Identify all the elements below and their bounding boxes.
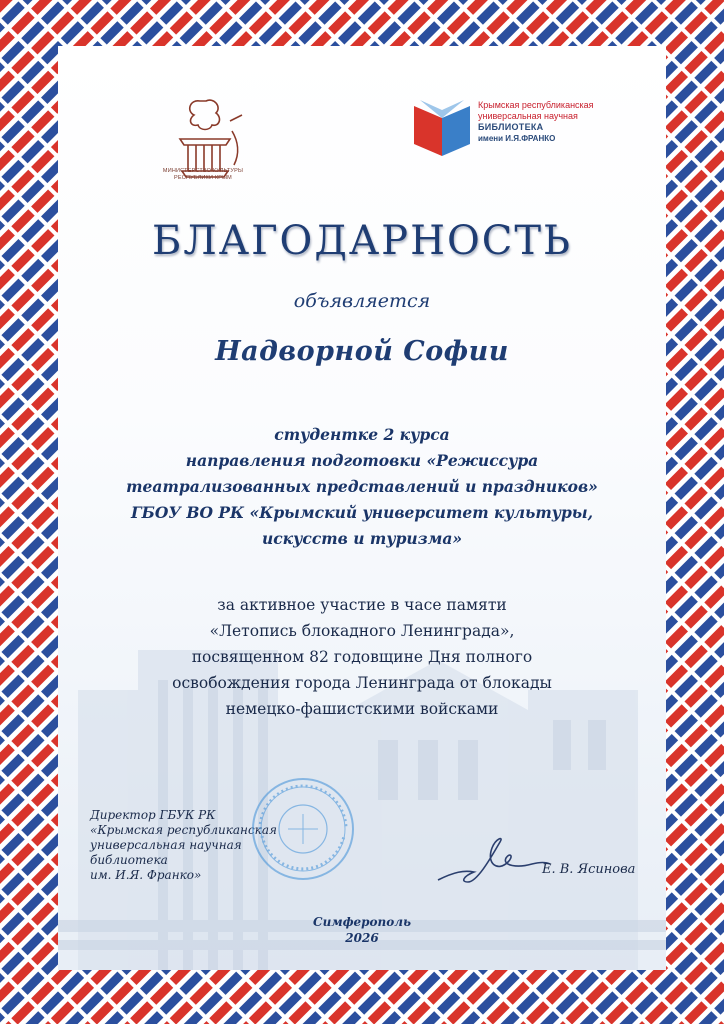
reason-line: немецко-фашистскими войсками [225, 700, 499, 718]
official-stamp-icon [248, 774, 358, 884]
reason-line: за активное участие в часе памяти [217, 596, 507, 614]
library-logo-line: БИБЛИОТЕКА [478, 122, 544, 132]
details-line: направления подготовки «Режиссура [185, 451, 539, 470]
signer-name: Е. В. Ясинова [542, 862, 636, 877]
details-line: искусств и туризма» [261, 529, 463, 548]
details-line: ГБОУ ВО РК «Крымский университет культуры, [130, 503, 594, 522]
year-text: 2026 [345, 931, 379, 945]
reason-line: «Летопись блокадного Ленинграда», [209, 622, 515, 640]
details-line: студентке 2 курса [274, 425, 450, 444]
library-logo-line: универсальная научная [478, 111, 578, 121]
announced-text: объявляется [293, 290, 431, 312]
ministry-caption-line: МИНИСТЕРСТВО КУЛЬТУРЫ [162, 168, 244, 174]
reason-line: посвященном 82 годовщине Дня полного [191, 648, 533, 666]
library-logo-line: имени И.Я.ФРАНКО [478, 134, 556, 143]
director-line: универсальная научная библиотека [90, 838, 242, 867]
signature-icon [434, 832, 554, 892]
reason-line: освобождения города Ленинграда от блокады [172, 674, 552, 692]
director-line: им. И.Я. Франко» [90, 868, 202, 882]
library-logo-line: Крымская республиканская [478, 100, 594, 110]
ministry-caption-line: РЕСПУБЛИКИ КРЫМ [174, 175, 232, 181]
certificate-title: БЛАГОДАРНОСТЬ [152, 218, 572, 264]
recipient-name: Надворной Софии [215, 336, 509, 367]
director-line: «Крымская республиканская [90, 823, 277, 837]
details-line: театрализованных представлений и праздников» [126, 477, 598, 496]
place-and-year [58, 914, 666, 946]
place-text: Симферополь [313, 915, 411, 929]
recipient-details [78, 422, 646, 552]
award-reason [78, 592, 646, 722]
director-line: Директор ГБУК РК [90, 808, 216, 822]
